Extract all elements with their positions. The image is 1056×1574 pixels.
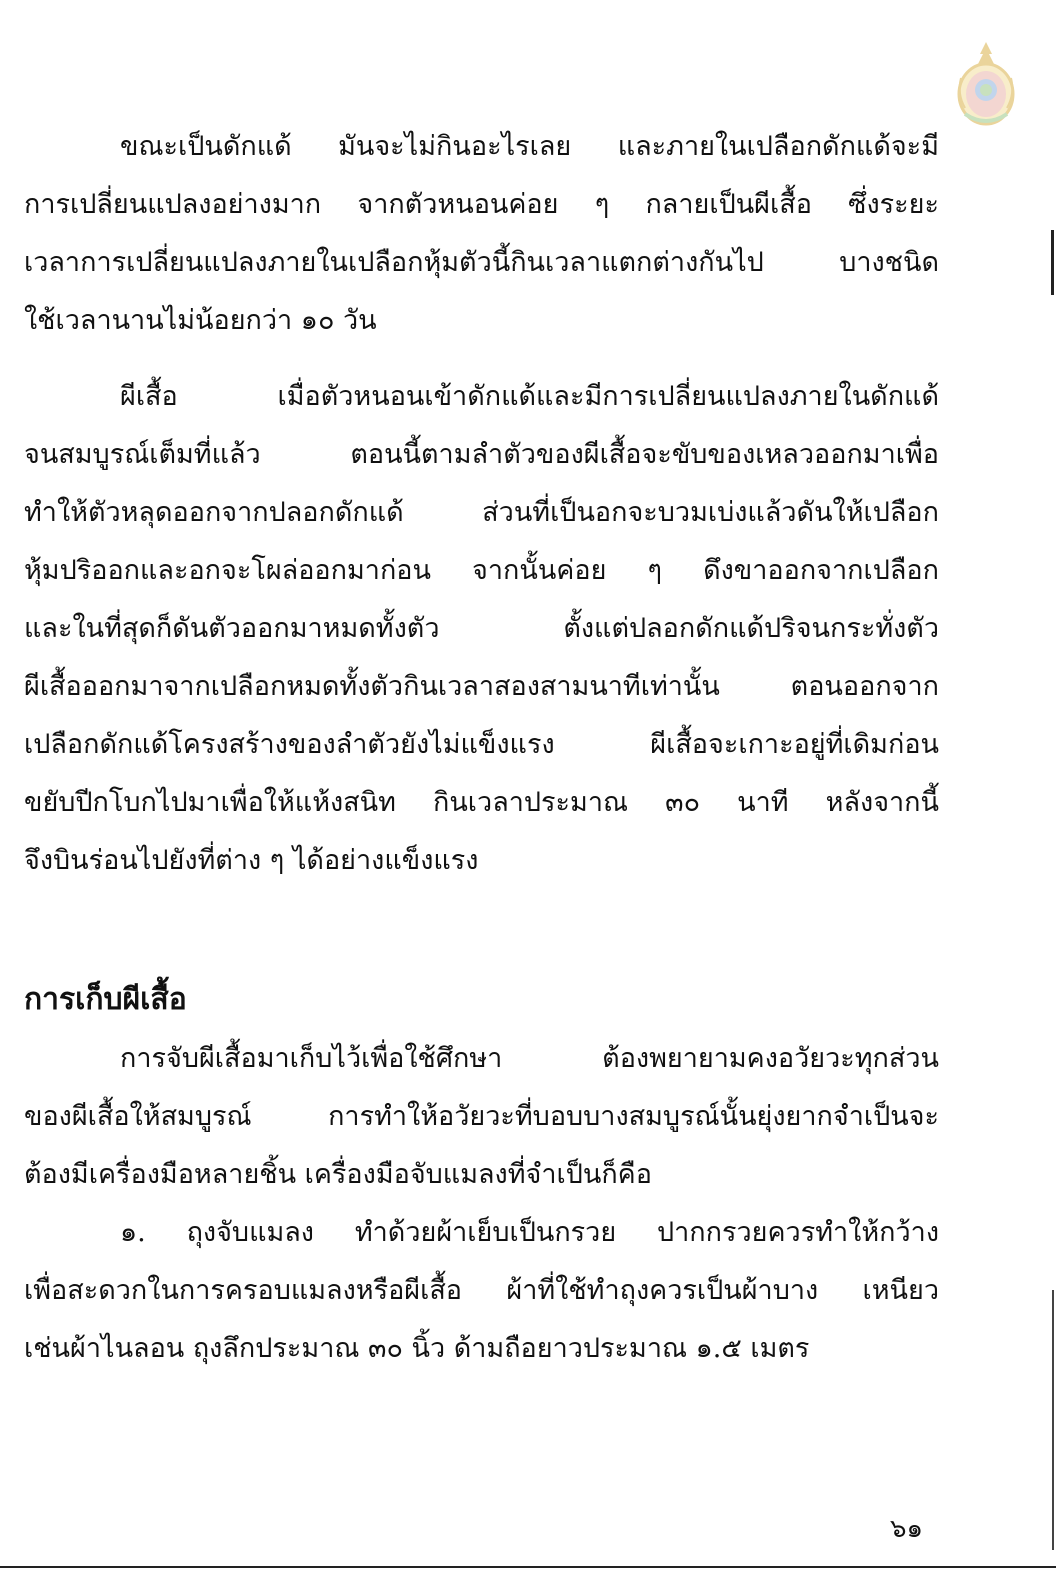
scan-edge-line bbox=[0, 1566, 1056, 1568]
text-line: เปลือกดักแด้โครงสร้างของลำตัวยังไม่แข็งแรง ผีเสื้อจะเกาะอยู่ที่เดิมก่อน bbox=[24, 729, 939, 760]
text-line: เพื่อสะดวกในการครอบแมลงหรือผีเสื้อ ผ้าที่ใช้ทำถุงควรเป็นผ้าบาง เหนียว bbox=[24, 1275, 939, 1306]
paragraph bbox=[24, 1204, 939, 1378]
scan-edge-mark bbox=[1051, 230, 1054, 295]
paragraph bbox=[24, 1030, 939, 1204]
paragraph bbox=[24, 118, 939, 350]
text-line: จนสมบูรณ์เต็มที่แล้ว ตอนนี้ตามลำตัวของผีเสื้อจะขับของเหลวออกมาเพื่อ bbox=[24, 439, 939, 470]
text-line: ขยับปีกโบกไปมาเพื่อให้แห้งสนิท กินเวลาประมาณ ๓๐ นาที หลังจากนี้ bbox=[24, 787, 939, 818]
text-line: ทำให้ตัวหลุดออกจากปลอกดักแด้ ส่วนที่เป็นอกจะบวมเบ่งแล้วดันให้เปลือก bbox=[24, 497, 939, 528]
text-line: ผีเสื้อออกมาจากเปลือกหมดทั้งตัวกินเวลาสองสามนาทีเท่านั้น ตอนออกจาก bbox=[24, 671, 939, 702]
section-heading: การเก็บผีเสื้อ bbox=[24, 982, 187, 1017]
text-line: ของผีเสื้อให้สมบูรณ์ การทำให้อวัยวะที่บอบบางสมบูรณ์นั้นยุ่งยากจำเป็นจะ bbox=[24, 1101, 939, 1132]
text-line: ใช้เวลานานไม่น้อยกว่า ๑๐ วัน bbox=[24, 305, 377, 336]
text-line: ขณะเป็นดักแด้ มันจะไม่กินอะไรเลย และภายในเปลือกดักแด้จะมี bbox=[120, 131, 939, 162]
scan-edge-mark bbox=[1052, 1290, 1054, 1550]
text-line: จึงบินร่อนไปยังที่ต่าง ๆ ได้อย่างแข็งแรง bbox=[24, 845, 479, 876]
text-line: ต้องมีเครื่องมือหลายชิ้น เครื่องมือจับแมลงที่จำเป็นก็คือ bbox=[24, 1159, 652, 1190]
text-line: การจับผีเสื้อมาเก็บไว้เพื่อใช้ศึกษา ต้องพยายามคงอวัยวะทุกส่วน bbox=[120, 1043, 939, 1074]
text-line: ผีเสื้อ เมื่อตัวหนอนเข้าดักแด้และมีการเปลี่ยนแปลงภายในดักแด้ bbox=[120, 381, 939, 412]
royal-emblem-icon bbox=[953, 38, 1019, 128]
document-page bbox=[24, 118, 939, 1378]
paragraph bbox=[24, 368, 939, 890]
page-number: ๖๑ bbox=[890, 1514, 924, 1544]
text-line: ๑. ถุงจับแมลง ทำด้วยผ้าเย็บเป็นกรวย ปากกรวยควรทำให้กว้าง bbox=[120, 1217, 939, 1248]
text-line: เช่นผ้าไนลอน ถุงลึกประมาณ ๓๐ นิ้ว ด้ามถือยาวประมาณ ๑.๕ เมตร bbox=[24, 1333, 810, 1364]
text-line: การเปลี่ยนแปลงอย่างมาก จากตัวหนอนค่อย ๆ กลายเป็นผีเสื้อ ซึ่งระยะ bbox=[24, 189, 939, 220]
text-line: และในที่สุดก็ดันตัวออกมาหมดทั้งตัว ตั้งแต่ปลอกดักแด้ปริจนกระทั่งตัว bbox=[24, 613, 939, 644]
text-line: เวลาการเปลี่ยนแปลงภายในเปลือกหุ้มตัวนี้กินเวลาแตกต่างกันไป บางชนิด bbox=[24, 247, 939, 278]
text-line: หุ้มปริออกและอกจะโผล่ออกมาก่อน จากนั้นค่อย ๆ ดึงขาออกจากเปลือก bbox=[24, 555, 939, 586]
